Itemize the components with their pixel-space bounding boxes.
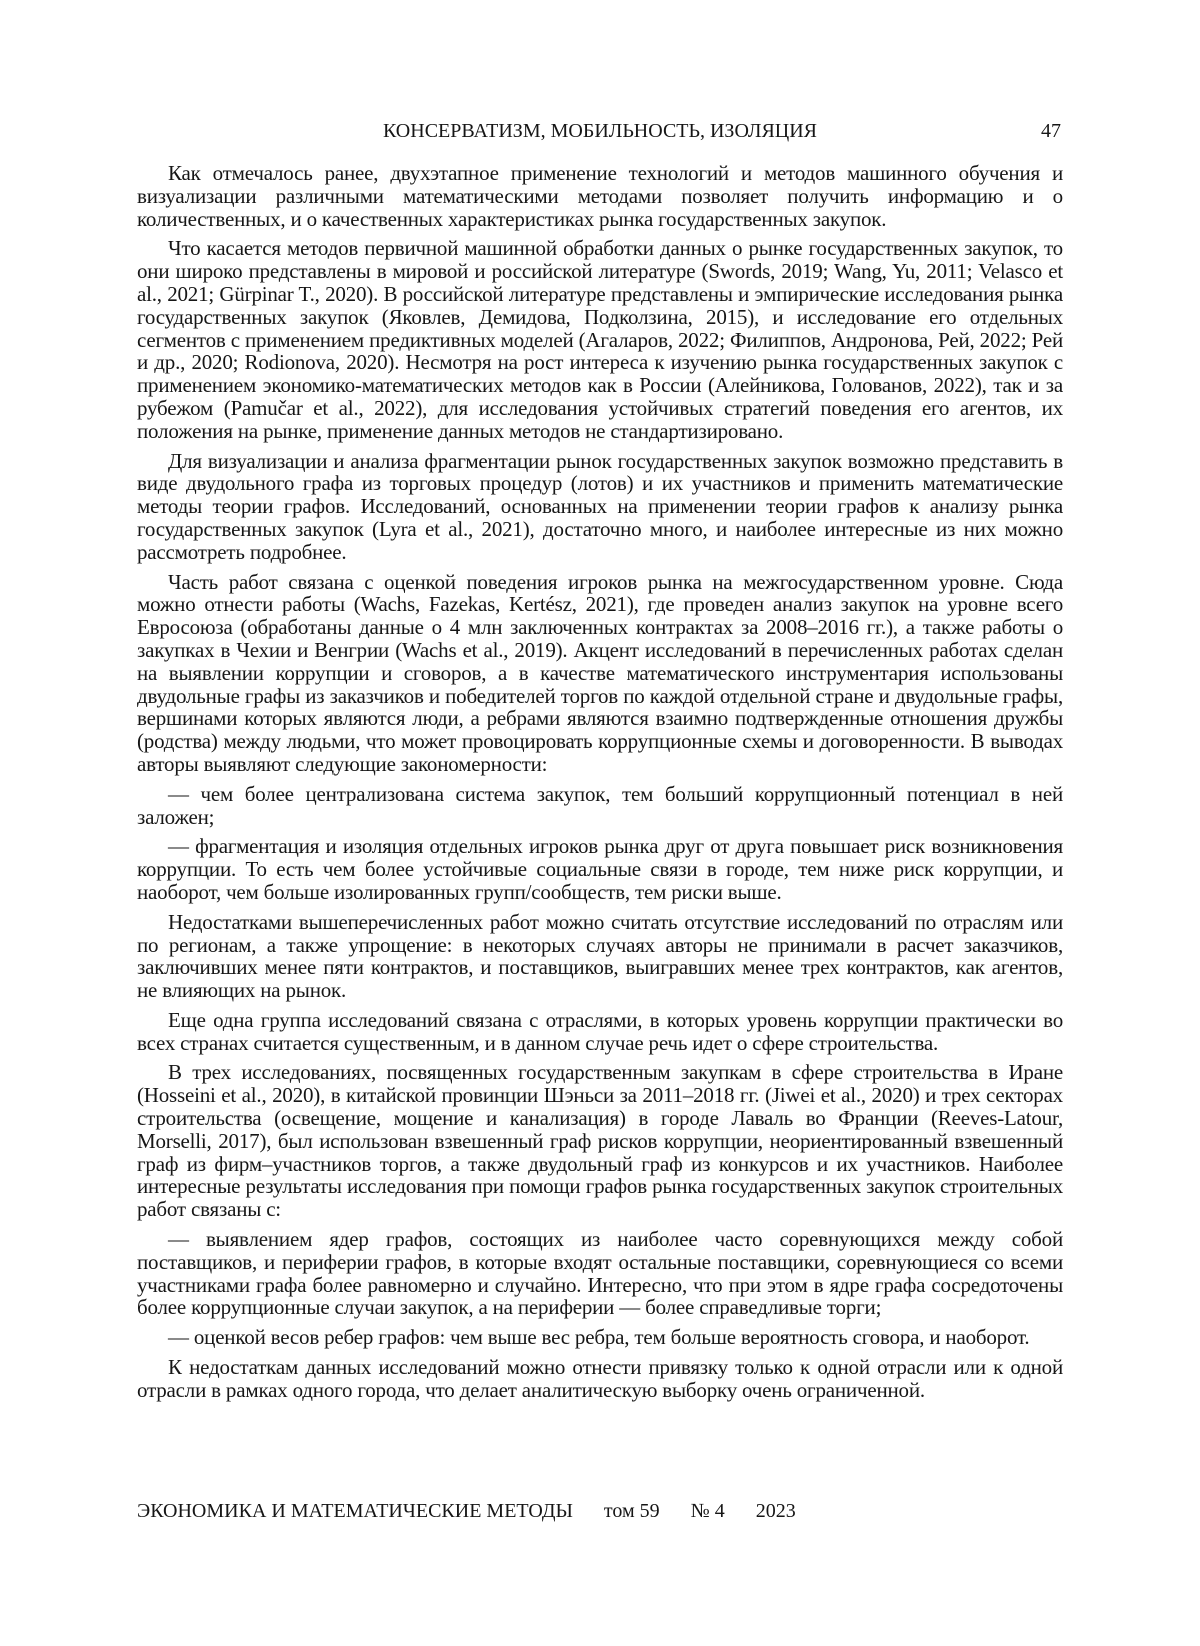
running-head xyxy=(137,120,1063,142)
paragraph: Недостатками вышеперечисленных работ можно считать отсутствие исследований по отраслям или по регионам, а также упрощение: в некоторых случаях авторы не принимали в расчет заказчиков, заключивших менее пяти контрактов, и поставщиков, выигравших менее трех контрактов, как агентов, не влияющих на рынок. xyxy=(137,909,1063,1003)
paragraph: Для визуализации и анализа фрагментации рынок государственных закупок возможно представить в виде двудольного графа из торговых процедур (лотов) и их участников и применить математические методы теории графов. Исследований, основанных на применении теории графов к анализу рынка государственных закупок (Lyra et al., 2021), достаточно много, и наиболее интересные из них можно рассмотреть подробнее. xyxy=(137,448,1063,564)
footer-volume: том 59 xyxy=(603,1500,660,1522)
bullet-paragraph: — оценкой весов ребер графов: чем выше вес ребра, тем больше вероятность сговора, и наоборот. xyxy=(168,1325,1030,1350)
paragraph: Что касается методов первичной машинной обработки данных о рынке государственных закупок, то они широко представлены в мировой и российской литературе (Swords, 2019; Wang, Yu, 2011; Velasco et al., 2021; Gürpinar T., 2020). В российской литературе представлены и эмпирические исследования рынка государственных закупок (Яковлев, Демидова, Подколзина, 2015), и исследование его отдельных сегментов с применением предиктивных моделей (Агаларов, 2022; Филиппов, Андронова, Рей, 2022; Рей и др., 2020; Rodionova, 2020). Несмотря на рост интереса к изучению рынка государственных закупок с применением экономико-математических методов как в России (Алейникова, Голованов, 2022), так и за рубежом (Pamučar et al., 2022), для исследования устойчивых стратегий поведения его агентов, их положения на рынке, применение данных методов не стандартизировано. xyxy=(137,236,1063,443)
footer-issue: № 4 xyxy=(690,1500,725,1522)
footer-journal-title: ЭКОНОМИКА И МАТЕМАТИЧЕСКИЕ МЕТОДЫ xyxy=(137,1500,573,1522)
page-number: 47 xyxy=(1041,120,1061,142)
paragraph: В трех исследованиях, посвященных государственным закупкам в сфере строительства в Иране (Hosseini et al., 2020), в китайской провинции Шэньси за 2011–2018 гг. (Jiwei et al., 2020) и трех секторах строительства (освещение, мощение и канализация) в городе Лаваль во Франции (Reeves-Latour, Morselli, 2017), был использован взвешенный граф рисков коррупции, неориентированный взвешенный граф из фирм–участников торгов, а также двудольный граф из конкурсов и их участников. Наиболее интересные результаты исследования при помощи графов рынка государственных закупок строительных работ связаны с: xyxy=(137,1060,1063,1222)
paragraph: Еще одна группа исследований связана с отраслями, в которых уровень коррупции практически во всех странах считается существенным, и в данном случае речь идет о сфере строительства. xyxy=(137,1007,1063,1055)
paragraph: Часть работ связана с оценкой поведения игроков рынка на межгосударственном уровне. Сюда можно отнести работы (Wachs, Fazekas, Kertész, 2021), где проведен анализ закупок на уровне всего Евросоюза (обработаны данные о 4 млн заключенных контрактах за 2008–2016 гг.), а также работы о закупках в Чехии и Венгрии (Wachs et al., 2019). Акцент исследований в перечисленных работах сделан на выявлении коррупции и сговоров, а в качестве математического инструментария использованы двудольные графы из заказчиков и победителей торгов по каждой отдельной стране и двудольные графы, вершинами которых являются люди, а ребрами являются взаимно подтвержденные отношения дружбы (родства) между людьми, что может провоцировать коррупционные схемы и договоренности. В выводах авторы выявляют следующие закономерности: xyxy=(137,569,1063,776)
journal-footer xyxy=(137,1499,796,1523)
bullet-paragraph: — фрагментация и изоляция отдельных игроков рынка друг от друга повышает риск возникновения коррупции. То есть чем более устойчивые социальные связи в городе, тем ниже риск коррупции, и наоборот, чем больше изолированных групп/сообществ, тем риски выше. xyxy=(137,834,1063,904)
paragraph: К недостаткам данных исследований можно отнести привязку только к одной отрасли или к одной отрасли в рамках одного города, что делает аналитическую выборку очень ограниченной. xyxy=(137,1355,1063,1402)
bullet-paragraph: — выявлением ядер графов, состоящих из наиболее часто соревнующихся между собой поставщиков, и периферии графов, в которые входят остальные поставщики, соревнующиеся со всеми участниками графа более равномерно и случайно. Интересно, что при этом в ядре графа сосредоточены более коррупционные случаи закупок, а на периферии — более справедливые торги; xyxy=(137,1227,1063,1320)
running-head-title: КОНСЕРВАТИЗМ, МОБИЛЬНОСТЬ, ИЗОЛЯЦИЯ xyxy=(382,120,818,142)
article-body xyxy=(137,162,1063,1409)
footer-year: 2023 xyxy=(755,1500,796,1522)
paragraph: Как отмечалось ранее, двухэтапное применение технологий и методов машинного обучения и визуализации различными математическими методами позволяет получить информацию и о количественных, и о качественных характеристиках рынка государственных закупок. xyxy=(137,161,1063,231)
bullet-paragraph: — чем более централизована система закупок, тем больший коррупционный потенциал в ней заложен; xyxy=(137,781,1063,829)
